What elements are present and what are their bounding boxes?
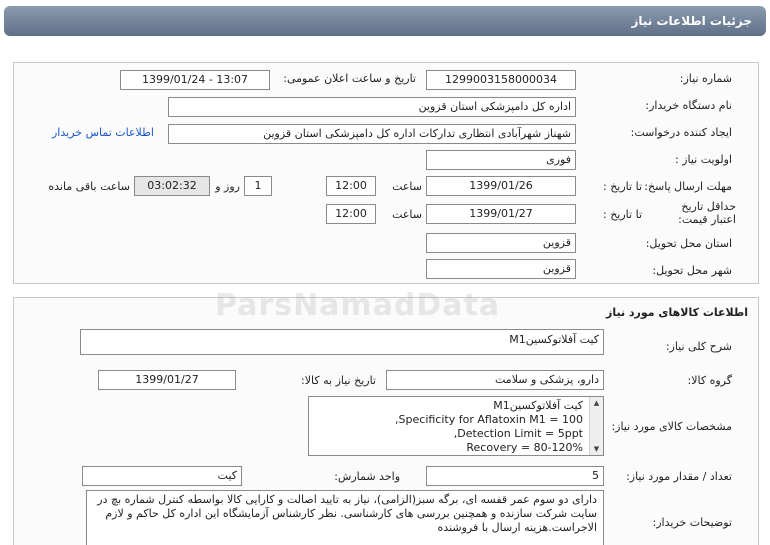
days-label: روز و xyxy=(215,180,240,193)
spec-label: مشخصات کالای مورد نیاز: xyxy=(611,420,732,433)
priority-label: اولویت نیاز : xyxy=(674,153,732,166)
deadline-label: مهلت ارسال پاسخ: xyxy=(644,180,732,193)
contact-buyer-link[interactable]: اطلاعات تماس خریدار xyxy=(52,126,154,139)
page-title: جزئیات اطلاعات نیاز xyxy=(631,14,752,28)
watermark-text: ParsNamadData xyxy=(215,288,501,323)
spec-line: Detection Limit = 5ppt, xyxy=(453,427,583,440)
unit-label: واحد شمارش: xyxy=(334,470,400,483)
spec-textarea[interactable] xyxy=(308,396,604,456)
validity-until-date-label: تا تاریخ : xyxy=(603,208,642,221)
buyer-field: اداره کل دامپزشکی استان قزوین xyxy=(168,97,576,117)
scroll-down-icon[interactable]: ▼ xyxy=(593,445,600,453)
need-info-panel xyxy=(13,62,759,284)
validity-time-field: 12:00 xyxy=(326,204,376,224)
notes-textarea: دارای دو سوم عمر قفسه ای، برگه سبز(الزامی)، نیاز به تایید اصالت و کارایی کالا بواسطه کنترل شماره بچ در سایت شرکت سازنده و همچنین بررسی های کارشناسی. نظر کارشناس آزمایشگاه این اداره کل حاکم و لازم الاجراست.هزینه ارسال با فروشنده xyxy=(86,490,604,545)
goods-section-title: اطلاعات کالاهای مورد نیاز xyxy=(606,306,748,319)
group-label: گروه کالا: xyxy=(687,374,732,387)
need-date-field: 1399/01/27 xyxy=(98,370,236,390)
summary-label: شرح کلی نیاز: xyxy=(665,340,732,353)
remaining-timer: 03:02:32 xyxy=(134,176,210,196)
deadline-date-field: 1399/01/26 xyxy=(426,176,576,196)
province-label: استان محل تحویل: xyxy=(645,237,732,250)
need-number-label: شماره نیاز: xyxy=(679,72,732,85)
validity-label: حداقل تاریخ اعتبار قیمت: xyxy=(678,200,736,226)
qty-label: تعداد / مقدار مورد نیاز: xyxy=(626,470,732,483)
announce-field: 1399/01/24 - 13:07 xyxy=(120,70,270,90)
spec-line: Recovery = 80-120% xyxy=(466,441,583,454)
spec-line: کیت آفلاتوکسینM1 xyxy=(493,399,583,412)
summary-field: کیت آفلاتوکسینM1 xyxy=(80,329,604,355)
qty-field: 5 xyxy=(426,466,604,486)
validity-time-label: ساعت xyxy=(392,208,422,221)
remaining-label: ساعت باقی مانده xyxy=(48,180,130,193)
priority-field: فوری xyxy=(426,150,576,170)
province-field: قزوین xyxy=(426,233,576,253)
city-field: قزوین xyxy=(426,259,576,279)
creator-label: ایجاد کننده درخواست: xyxy=(630,126,732,139)
need-date-label: تاریخ نیاز به کالا: xyxy=(301,374,376,387)
spec-scrollbar[interactable] xyxy=(589,397,603,455)
creator-field: شهناز شهرآبادی انتظاری تدارکات اداره کل دامپزشکی استان قزوین xyxy=(168,124,576,144)
group-field: دارو، پزشکی و سلامت xyxy=(386,370,604,390)
city-label: شهر محل تحویل: xyxy=(652,264,732,277)
days-field: 1 xyxy=(244,176,272,196)
scroll-up-icon[interactable]: ▲ xyxy=(593,399,600,407)
need-number-field: 1299003158000034 xyxy=(426,70,576,90)
buyer-label: نام دستگاه خریدار: xyxy=(645,99,732,112)
deadline-time-field: 12:00 xyxy=(326,176,376,196)
announce-label: تاریخ و ساعت اعلان عمومی: xyxy=(283,72,416,85)
notes-label: توضیحات خریدار: xyxy=(652,516,732,529)
deadline-until-date-label: تا تاریخ : xyxy=(603,180,642,193)
validity-date-field: 1399/01/27 xyxy=(426,204,576,224)
spec-line: Specificity for Aflatoxin M1 = 100, xyxy=(395,413,583,426)
page-header xyxy=(4,6,766,36)
deadline-time-label: ساعت xyxy=(392,180,422,193)
unit-field: کیت xyxy=(82,466,242,486)
